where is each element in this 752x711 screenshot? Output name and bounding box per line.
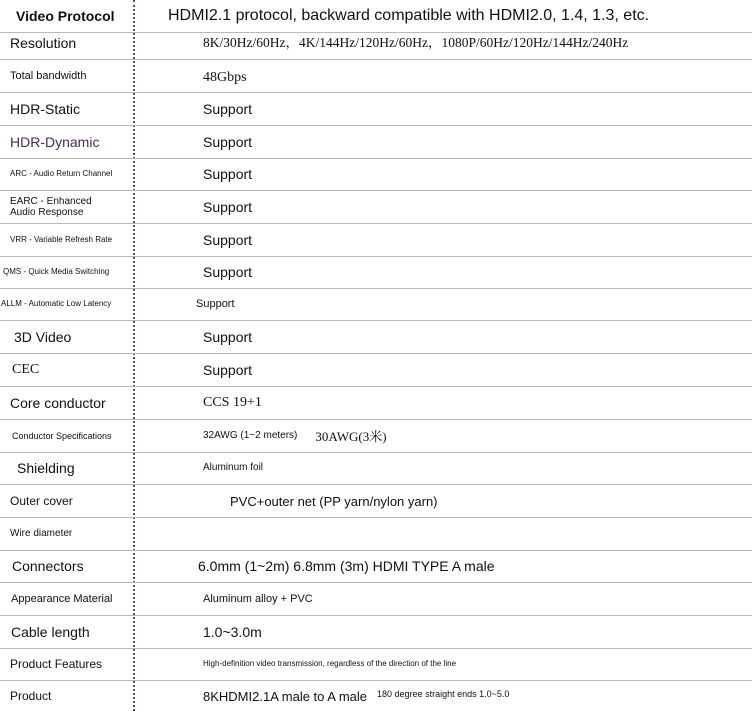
value-qms: Support: [203, 264, 253, 280]
row-vrr: [0, 224, 752, 257]
label-wire-diameter: Wire diameter: [10, 528, 73, 539]
label-qms: QMS - Quick Media Switching: [3, 267, 110, 276]
value-conductor-spec-extra: 30AWG(3米): [315, 428, 387, 444]
value-product: [203, 681, 509, 711]
row-cec: [0, 354, 752, 387]
value-resolution: 8K/30Hz/60Hz，4K/144Hz/120Hz/60Hz，1080P/60Hz/120Hz/144Hz/240Hz: [203, 35, 629, 51]
value-allm: Support: [196, 297, 235, 310]
value-total-bandwidth: 48Gbps: [203, 70, 247, 85]
label-earc-line2: Audio Response: [10, 207, 84, 218]
value-cable-length: 1.0~3.0m: [203, 624, 262, 640]
label-appearance-material: Appearance Material: [11, 592, 113, 605]
value-conductor-spec-main: 32AWG (1~2 meters): [203, 430, 298, 441]
value-product-extra: 180 degree straight ends 1.0~5.0: [377, 688, 510, 699]
value-arc: Support: [203, 166, 253, 182]
label-allm: ALLM - Automatic Low Latency: [1, 299, 112, 308]
row-3d-video: [0, 321, 752, 354]
label-product: Product: [10, 689, 52, 703]
row-total-bandwidth: [0, 60, 752, 93]
label-hdr-static: HDR-Static: [10, 101, 81, 117]
row-wire-diameter: [0, 518, 752, 551]
label-shielding: Shielding: [17, 460, 75, 476]
row-resolution: [0, 27, 752, 60]
label-earc-line1: EARC - Enhanced: [10, 196, 92, 207]
row-earc: [0, 191, 752, 224]
label-outer-cover: Outer cover: [10, 494, 73, 508]
value-connectors: 6.0mm (1~2m) 6.8mm (3m) HDMI TYPE A male: [198, 558, 495, 574]
value-appearance-material: Aluminum alloy + PVC: [203, 592, 313, 605]
row-cable-length: [0, 616, 752, 649]
row-product-features: [0, 648, 752, 681]
value-hdr-dynamic: Support: [203, 134, 253, 150]
value-outer-cover: PVC+outer net (PP yarn/nylon yarn): [230, 493, 438, 509]
value-cec: Support: [203, 362, 253, 378]
value-video-protocol: HDMI2.1 protocol, backward compatible with HDMI2.0, 1.4, 1.3, etc.: [168, 7, 650, 24]
label-arc: ARC - Audio Return Channel: [10, 169, 113, 178]
value-shielding: Aluminum foil: [203, 462, 264, 473]
label-resolution: Resolution: [10, 35, 77, 51]
label-video-protocol: Video Protocol: [16, 8, 115, 24]
label-product-features: Product Features: [10, 657, 103, 671]
value-core-conductor: CCS 19+1: [203, 395, 262, 410]
row-qms: [0, 256, 752, 289]
label-connectors: Connectors: [12, 558, 84, 574]
label-3d-video: 3D Video: [14, 329, 72, 345]
label-cable-length: Cable length: [11, 624, 90, 640]
value-3d-video: Support: [203, 329, 253, 345]
value-conductor-specifications: [203, 420, 387, 452]
row-appearance-material: [0, 583, 752, 616]
value-vrr: Support: [203, 232, 253, 248]
row-conductor-specifications: [0, 420, 752, 453]
row-connectors: [0, 550, 752, 583]
label-cec: CEC: [12, 362, 40, 377]
label-earc: [10, 191, 132, 223]
value-product-main: 8KHDMI2.1A male to A male: [203, 688, 368, 704]
value-earc: Support: [203, 199, 253, 215]
label-conductor-specifications: Conductor Specifications: [12, 430, 112, 441]
label-total-bandwidth: Total bandwidth: [10, 69, 87, 82]
row-arc: [0, 158, 752, 191]
row-core-conductor: [0, 387, 752, 420]
value-product-features: High-definition video transmission, regardless of the direction of the line: [203, 659, 457, 668]
label-vrr: VRR - Variable Refresh Rate: [10, 235, 113, 244]
row-allm: [0, 288, 752, 321]
label-core-conductor: Core conductor: [10, 395, 106, 411]
row-outer-cover: [0, 485, 752, 518]
row-hdr-static: [0, 93, 752, 126]
value-hdr-static: Support: [203, 101, 253, 117]
row-hdr-dynamic: [0, 126, 752, 159]
row-product: [0, 681, 752, 711]
row-shielding: [0, 452, 752, 485]
label-hdr-dynamic: HDR-Dynamic: [10, 134, 100, 150]
